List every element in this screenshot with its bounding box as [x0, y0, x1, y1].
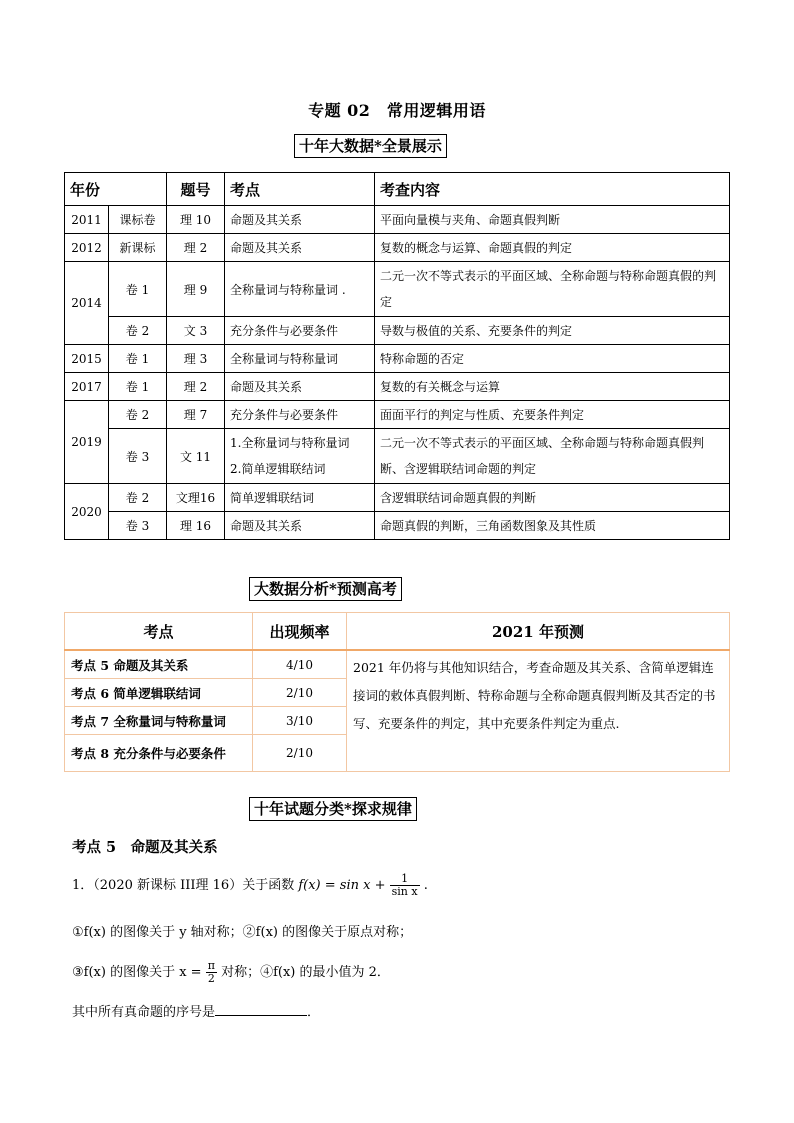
header-point: 考点: [225, 173, 375, 206]
section-heading-analysis: 大数据分析*预测高考: [249, 577, 402, 601]
cell-content: 特称命题的否定: [375, 345, 730, 373]
cell-content: 导数与极值的关系、充要条件的判定: [375, 317, 730, 345]
cell-year: 2015: [65, 345, 109, 373]
header-year: 年份: [65, 173, 167, 206]
cell-num: 文理16: [167, 484, 225, 512]
table-row: [65, 401, 730, 429]
function-expression: f(x) = sin x +: [298, 878, 386, 893]
table-header-row: [65, 173, 730, 206]
cell-paper: 卷 1: [109, 373, 167, 401]
cell-year: 2019: [65, 401, 109, 484]
table-row: [65, 650, 730, 679]
cell-frequency: 3/10: [253, 707, 347, 735]
page-title: 专题 02 常用逻辑用语: [308, 101, 486, 120]
table-row: [65, 317, 730, 345]
cell-content: 平面向量模与夹角、命题真假判断: [375, 206, 730, 234]
table-row: [65, 429, 730, 484]
cell-year: 2014: [65, 262, 109, 345]
cell-point: 全称量词与特称量词 .: [225, 262, 375, 317]
table-row: [65, 206, 730, 234]
header-prediction: 2021 年预测: [347, 613, 730, 651]
cell-point: 考点 7 全称量词与特称量词: [65, 707, 253, 735]
cell-paper: 卷 3: [109, 429, 167, 484]
question-intro: [72, 873, 428, 898]
cell-content: 面面平行的判定与性质、充要条件判定: [375, 401, 730, 429]
cell-point: 全称量词与特称量词: [225, 345, 375, 373]
header-content: 考查内容: [375, 173, 730, 206]
cell-num: 文 3: [167, 317, 225, 345]
question-line-2: ①f(x) 的图像关于 y 轴对称；②f(x) 的图像关于原点对称；: [72, 925, 413, 940]
table-header-row: [65, 613, 730, 651]
cell-frequency: 2/10: [253, 679, 347, 707]
cell-point: 考点 8 充分条件与必要条件: [65, 735, 253, 772]
answer-blank[interactable]: [215, 1003, 307, 1016]
question-line-4: [72, 1001, 320, 1020]
cell-prediction: 2021 年仍将与其他知识结合，考查命题及其关系、含简单逻辑连接词的敕体真假判断、特称命题与全称命题真假判断及其否定的书写、充要条件的判定，其中充要条件判定为重点.: [347, 650, 730, 772]
section-heading-classification: 十年试题分类*探求规律: [249, 797, 417, 821]
cell-num: 理 7: [167, 401, 225, 429]
point-line-2: 2.简单逻辑联结词: [230, 462, 326, 476]
cell-num: 理 2: [167, 373, 225, 401]
cell-num: 理 10: [167, 206, 225, 234]
topic-heading: 考点 5 命题及其关系: [72, 839, 218, 856]
cell-frequency: 4/10: [253, 650, 347, 679]
cell-paper: 卷 1: [109, 262, 167, 317]
cell-point: 考点 5 命题及其关系: [65, 650, 253, 679]
table-row: [65, 234, 730, 262]
cell-content: 二元一次不等式表示的平面区域、全称命题与特称命题真假的判定: [375, 262, 730, 317]
table-row: [65, 345, 730, 373]
cell-point: 充分条件与必要条件: [225, 317, 375, 345]
cell-paper: 卷 1: [109, 345, 167, 373]
cell-paper: 卷 3: [109, 512, 167, 540]
fraction: [390, 873, 420, 898]
cell-content: 命题真假的判断，三角函数图象及其性质: [375, 512, 730, 540]
cell-point: 命题及其关系: [225, 206, 375, 234]
cell-year: 2020: [65, 484, 109, 540]
cell-year: 2017: [65, 373, 109, 401]
line4-text: 其中所有真命题的序号是: [72, 1005, 216, 1020]
cell-point: 命题及其关系: [225, 373, 375, 401]
cell-paper: 卷 2: [109, 484, 167, 512]
fraction-denominator: sin x: [391, 885, 418, 898]
cell-paper: 卷 2: [109, 317, 167, 345]
table-row: [65, 512, 730, 540]
cell-paper: 卷 2: [109, 401, 167, 429]
table-row: [65, 484, 730, 512]
cell-paper: 新课标: [109, 234, 167, 262]
cell-content: 复数的概念与运算、命题真假的判定: [375, 234, 730, 262]
section-heading-overview: 十年大数据*全景展示: [294, 134, 447, 158]
cell-point: 考点 6 简单逻辑联结词: [65, 679, 253, 707]
fraction-numerator: π: [207, 959, 215, 972]
cell-num: 理 16: [167, 512, 225, 540]
cell-num: 文 11: [167, 429, 225, 484]
cell-paper: 课标卷: [109, 206, 167, 234]
cell-point: [225, 429, 375, 484]
cell-year: 2012: [65, 234, 109, 262]
cell-content: 复数的有关概念与运算: [375, 373, 730, 401]
cell-content: 含逻辑联结词命题真假的判断: [375, 484, 730, 512]
frequency-table: [64, 612, 730, 772]
line4-end: ．: [307, 1005, 321, 1020]
header-number: 题号: [167, 173, 225, 206]
cell-num: 理 9: [167, 262, 225, 317]
exam-history-table: [64, 172, 730, 540]
cell-num: 理 2: [167, 234, 225, 262]
cell-content: 二元一次不等式表示的平面区域、全称命题与特称命题真假判断、含逻辑联结词命题的判定: [375, 429, 730, 484]
question-line-3: [72, 960, 390, 985]
line3-start: ③f(x) 的图像关于 x =: [72, 965, 202, 980]
cell-frequency: 2/10: [253, 735, 347, 772]
table-row: [65, 262, 730, 317]
question-intro-text: 1．（2020 新课标 III理 16）关于函数: [72, 878, 295, 893]
cell-point: 命题及其关系: [225, 512, 375, 540]
table-row: [65, 373, 730, 401]
cell-num: 理 3: [167, 345, 225, 373]
header-point: 考点: [65, 613, 253, 651]
cell-year: 2011: [65, 206, 109, 234]
point-line-1: 1.全称量词与特称量词: [230, 436, 350, 450]
header-frequency: 出现频率: [253, 613, 347, 651]
fraction-denominator: 2: [207, 972, 215, 985]
line3-end: 对称；④f(x) 的最小值为 2．: [221, 965, 390, 980]
question-intro-end: .: [423, 878, 428, 893]
cell-point: 充分条件与必要条件: [225, 401, 375, 429]
fraction-pi-over-2: [206, 960, 217, 985]
fraction-numerator: 1: [390, 873, 420, 886]
cell-point: 命题及其关系: [225, 234, 375, 262]
cell-point: 简单逻辑联结词: [225, 484, 375, 512]
